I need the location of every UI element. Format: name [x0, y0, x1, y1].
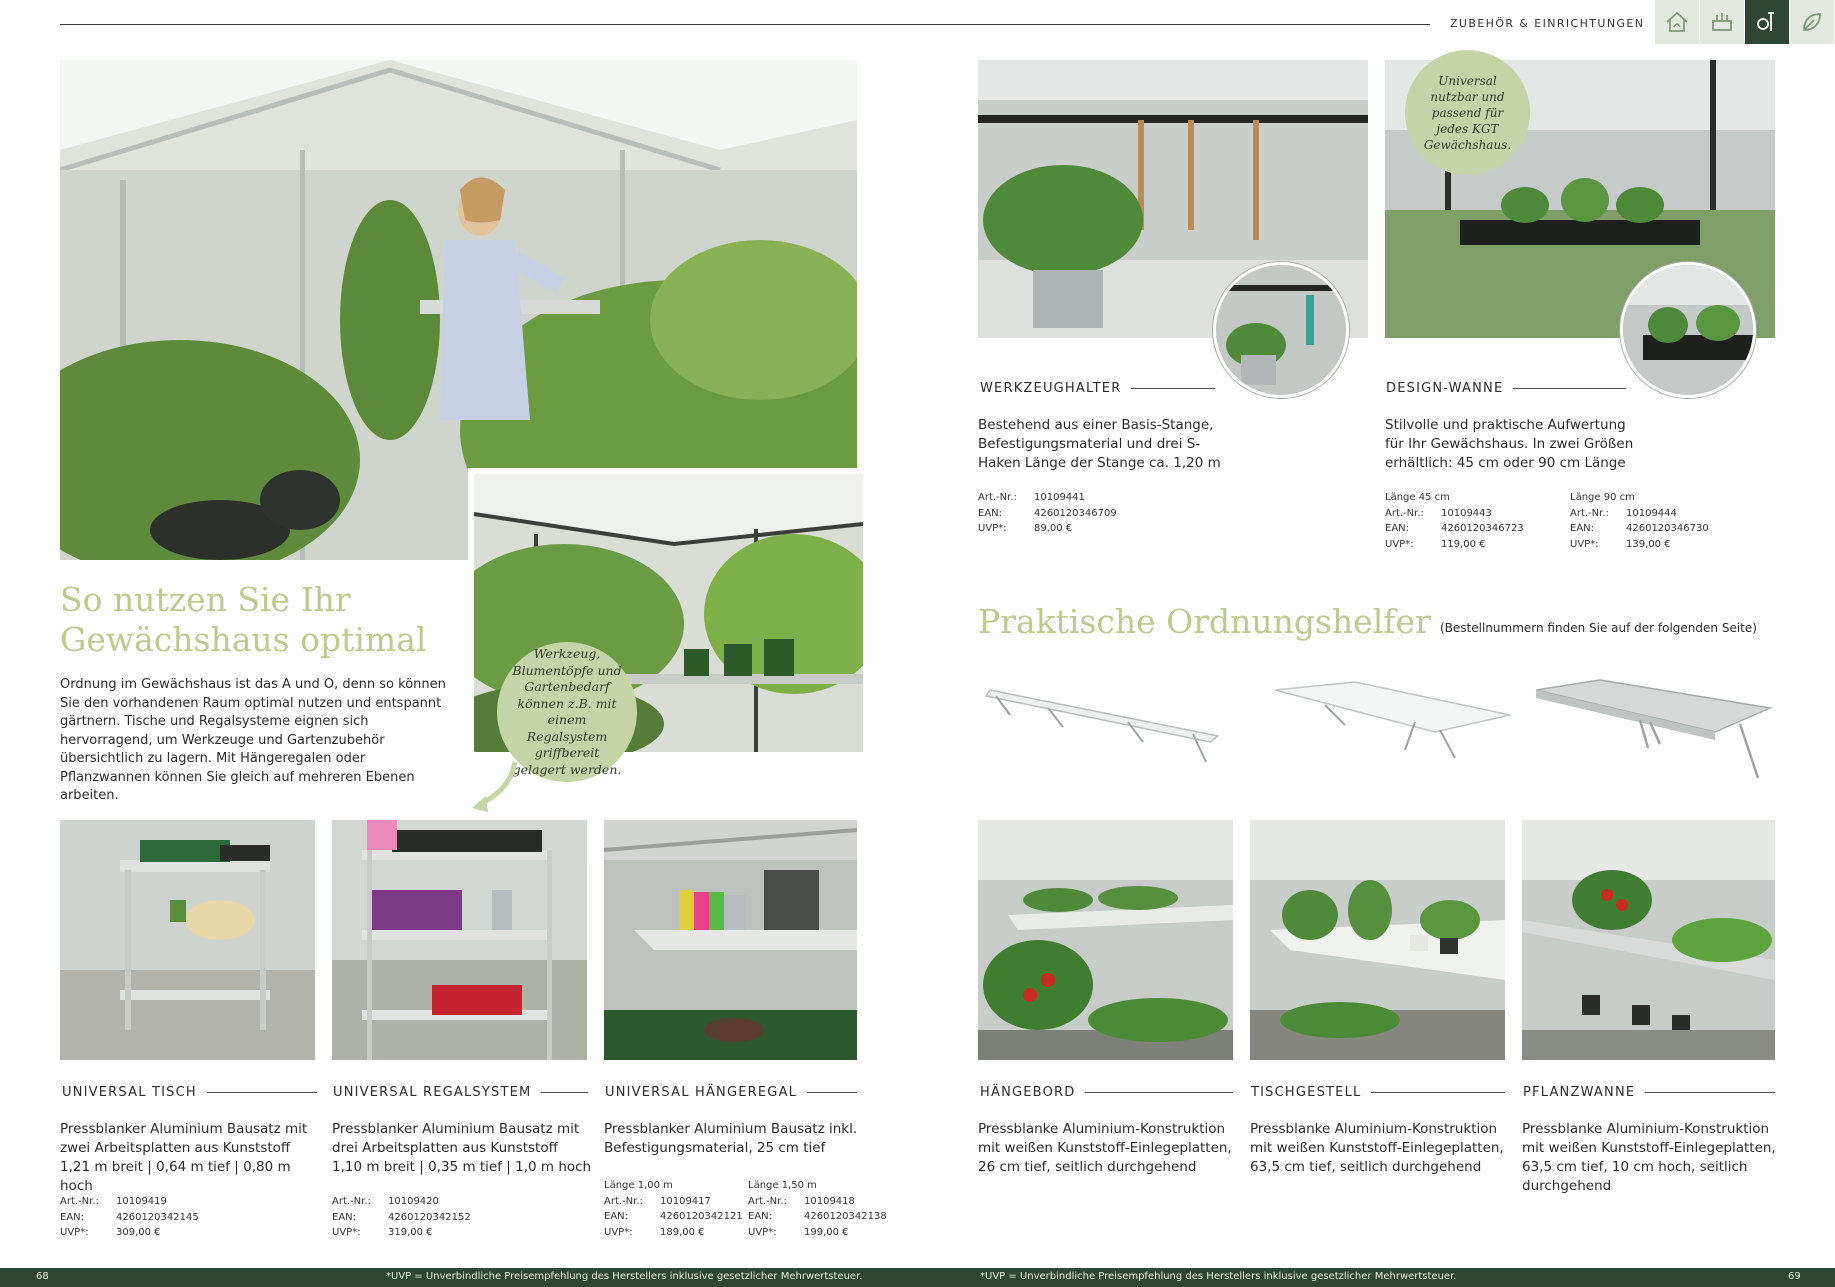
- section-title: ZUBEHÖR & EINRICHTUNGEN: [1450, 17, 1645, 30]
- page-number-left: 68: [36, 1271, 49, 1282]
- specs-design-wanne-90: Länge 90 cm Art.-Nr.: 10109444 EAN: 4260120346730 UVP*: 139,00 €: [1570, 492, 1709, 550]
- specs-haengeregal-100: Länge 1,00 m Art.-Nr.: 10109417 EAN: 4260120342121 UVP*: 189,00 €: [604, 1180, 743, 1238]
- desc-pflanzwanne: Pressblanke Aluminium-Konstruktion mit weißen Kunststoff-Einlegeplatten, 63,5 cm tief, 10 cm hoch, seitlich durchgehend: [1522, 1121, 1776, 1194]
- info-bubble-left: Werkzeug, Blumentöpfe und Gartenbedarf können z.B. mit einem Regalsystem griffbereit gelagert werden.: [497, 642, 637, 782]
- product-title-haengebord: [980, 1085, 1233, 1100]
- title-text: HÄNGEBORD: [980, 1085, 1076, 1100]
- house-icon[interactable]: [1655, 0, 1699, 44]
- garden-bed-icon[interactable]: [1700, 0, 1744, 44]
- page-heading-left: [60, 580, 426, 660]
- product-title-design-wanne: [1386, 381, 1626, 396]
- universal-tisch-photo: [60, 820, 315, 1060]
- title-text: PFLANZWANNE: [1523, 1085, 1636, 1100]
- specs-haengeregal-150: Länge 1,50 m Art.-Nr.: 10109418 EAN: 4260120342138 UVP*: 199,00 €: [748, 1180, 887, 1238]
- tools-icon[interactable]: [1745, 0, 1789, 44]
- page-number-right: 69: [1788, 1271, 1801, 1282]
- pflanzwanne-photo: [1522, 820, 1775, 1060]
- footnote-right: *UVP = Unverbindliche Preisempfehlung des Herstellers inklusive gesetzlicher Mehrwertsteuer.: [980, 1271, 1457, 1282]
- pflanzwanne-render: [1530, 660, 1780, 790]
- specs-design-wanne-45: Länge 45 cm Art.-Nr.: 10109443 EAN: 4260120346723 UVP*: 119,00 €: [1385, 492, 1524, 550]
- product-title-universal-tisch: [62, 1085, 317, 1100]
- title-text: TISCHGESTELL: [1251, 1085, 1362, 1100]
- title-text: UNIVERSAL HÄNGEREGAL: [605, 1085, 798, 1100]
- page-heading-right: Praktische Ordnungshelfer: [978, 602, 1431, 641]
- product-title-universal-regalsystem: [333, 1085, 588, 1100]
- product-title-universal-haengeregal: [605, 1085, 857, 1100]
- specs-werkzeughalter: Art.-Nr.: 10109441 EAN: 4260120346709 UVP*: 89,00 €: [978, 492, 1117, 534]
- universal-haengeregal-photo: [604, 820, 857, 1060]
- footnote-left: *UVP = Unverbindliche Preisempfehlung des Herstellers inklusive gesetzlicher Mehrwertsteuer.: [386, 1271, 863, 1282]
- heading-line-1: So nutzen Sie Ihr: [60, 580, 351, 619]
- desc-design-wanne: Stilvolle und praktische Aufwertung für Ihr Gewächshaus. In zwei Größen erhältlich: 45 cm oder 90 cm Länge: [1385, 417, 1634, 471]
- tischgestell-render: [1265, 660, 1520, 790]
- leaf-icon[interactable]: [1790, 0, 1834, 44]
- header-rule: [60, 24, 1430, 25]
- title-text: UNIVERSAL TISCH: [62, 1085, 197, 1100]
- haengebord-photo: [978, 820, 1233, 1060]
- intro-paragraph: Ordnung im Gewächshaus ist das A und O, denn so können Sie den vorhandenen Raum optimal nutzen und entspannt gärtnern. Tische und Regalsysteme eignen sich hervorragend, um Werkzeuge und Gartenzubehör übersichtlich zu lagern. Mit Hängeregalen oder Pflanzwannen können Sie gleich auf mehreren Ebenen arbeiten.: [60, 677, 446, 803]
- product-title-tischgestell: [1251, 1085, 1505, 1100]
- title-text: WERKZEUGHALTER: [980, 381, 1122, 396]
- tischgestell-photo: [1250, 820, 1505, 1060]
- desc-universal-tisch: Pressblanker Aluminium Bausatz mit zwei Arbeitsplatten aus Kunststoff 1,21 m breit | 0,64 m tief | 0,80 m hoch: [60, 1121, 308, 1194]
- specs-universal-tisch: Art.-Nr.: 10109419 EAN: 4260120342145 UVP*: 309,00 €: [60, 1196, 199, 1238]
- title-text: UNIVERSAL REGALSYSTEM: [333, 1085, 532, 1100]
- heading-note: (Bestellnummern finden Sie auf der folgenden Seite): [1440, 621, 1757, 635]
- title-text: DESIGN-WANNE: [1386, 381, 1504, 396]
- haengebord-render: [978, 660, 1233, 790]
- product-title-pflanzwanne: [1523, 1085, 1775, 1100]
- werkzeughalter-detail-photo: [1213, 262, 1349, 398]
- info-bubble-right: Universal nutzbar und passend für jedes KGT Gewächshaus.: [1405, 50, 1530, 175]
- desc-haengebord: Pressblanke Aluminium-Konstruktion mit weißen Kunststoff-Einlegeplatten, 26 cm tief, seitlich durchgehend: [978, 1121, 1232, 1175]
- product-title-werkzeughalter: [980, 381, 1215, 396]
- desc-werkzeughalter: Bestehend aus einer Basis-Stange, Befestigungsmaterial und drei S-Haken Länge der Stange ca. 1,20 m: [978, 417, 1221, 471]
- desc-universal-regalsystem: Pressblanker Aluminium Bausatz mit drei Arbeitsplatten aus Kunststoff 1,10 m breit | 0,35 m tief | 1,0 m hoch: [332, 1121, 592, 1175]
- arrow-down-icon: [470, 760, 520, 815]
- heading-line-2: Gewächshaus optimal: [60, 620, 427, 659]
- footer-bar: [0, 1268, 1835, 1287]
- desc-tischgestell: Pressblanke Aluminium-Konstruktion mit weißen Kunststoff-Einlegeplatten, 63,5 cm tief, seitlich durchgehend: [1250, 1121, 1504, 1175]
- design-wanne-detail-photo: [1620, 262, 1756, 398]
- specs-universal-regalsystem: Art.-Nr.: 10109420 EAN: 4260120342152 UVP*: 319,00 €: [332, 1196, 471, 1238]
- desc-universal-haengeregal: Pressblanker Aluminium Bausatz inkl. Befestigungsmaterial, 25 cm tief: [604, 1121, 858, 1156]
- universal-regalsystem-photo: [332, 820, 587, 1060]
